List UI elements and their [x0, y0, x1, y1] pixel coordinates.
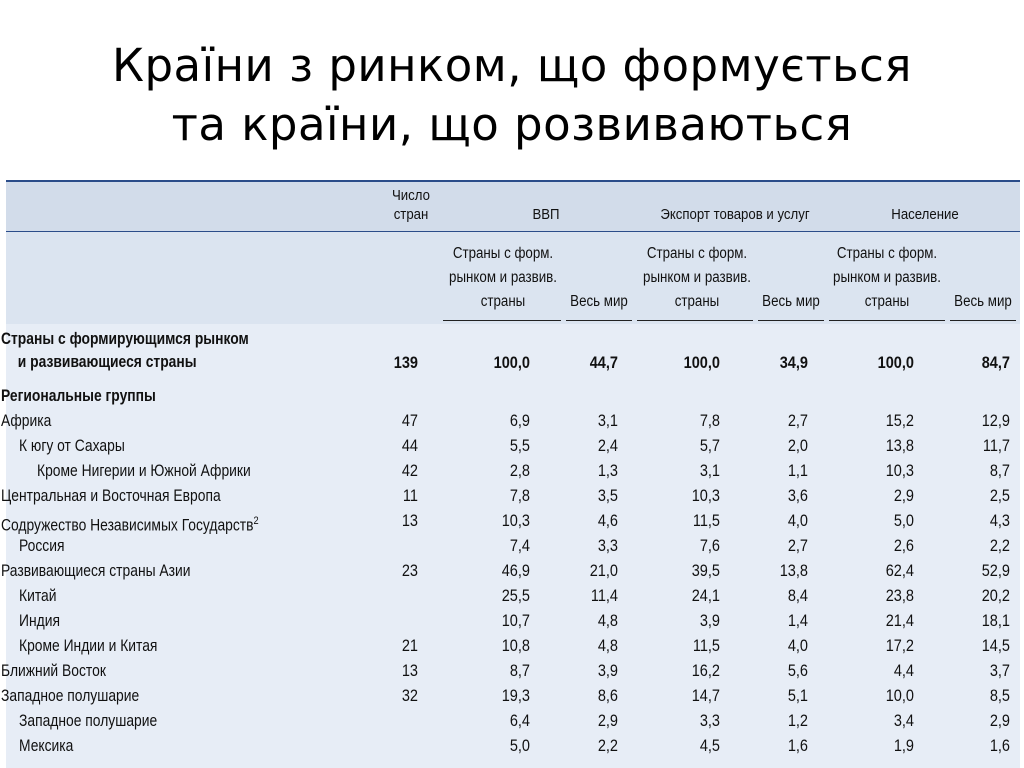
- cell-population-world: 52,9: [981, 562, 1010, 580]
- cell-gdp-world: 3,9: [597, 662, 618, 680]
- cell-exports-world: 2,0: [787, 437, 808, 455]
- cell-exports-emerging: 3,3: [699, 712, 720, 730]
- row-label: Африка: [1, 412, 52, 430]
- cell-exports-world: 13,8: [779, 562, 808, 580]
- slide-title-line-2: та країни, що розвиваються: [171, 98, 853, 151]
- cell-count: 21: [401, 637, 418, 655]
- cell-gdp-world: 3,3: [597, 537, 618, 555]
- cell-population-emerging: 10,0: [885, 687, 914, 705]
- table-row: [0, 584, 1024, 609]
- cell-gdp-emerging: 10,8: [501, 637, 530, 655]
- cell-count: 13: [401, 662, 418, 680]
- header-exports: Экспорт товаров и услуг: [660, 206, 810, 223]
- cell-count: 47: [401, 412, 418, 430]
- slide-title-line-1: Країни з ринком, що формується: [112, 39, 912, 92]
- cell-count: 139: [393, 354, 418, 372]
- header-rule: [829, 320, 945, 321]
- cell-gdp-emerging: 5,0: [509, 737, 530, 755]
- header-gdp: ВВП: [532, 206, 560, 223]
- table-row: [0, 409, 1024, 434]
- row-label: Западное полушарие: [1, 687, 140, 705]
- section-title: Региональные группы: [1, 387, 156, 405]
- cell-gdp-emerging: 46,9: [501, 562, 530, 580]
- cell-count: 11: [402, 487, 418, 505]
- cell-count: 42: [401, 462, 418, 480]
- subheader-gdp-world: Весь мир: [570, 293, 628, 310]
- subheader-exports-emerging: Страны с форм. рынком и развив. страны: [643, 245, 751, 310]
- cell-gdp-world: 3,5: [597, 487, 618, 505]
- cell-exports-emerging: 4,5: [699, 737, 720, 755]
- cell-exports-emerging: 7,6: [699, 537, 720, 555]
- row-label: Мексика: [19, 737, 74, 755]
- cell-population-emerging: 15,2: [885, 412, 914, 430]
- subheader-population-world: Весь мир: [954, 293, 1012, 310]
- cell-gdp-world: 21,0: [589, 562, 618, 580]
- cell-gdp-world: 2,9: [597, 712, 618, 730]
- table-row: [0, 684, 1024, 709]
- cell-exports-emerging: 5,7: [699, 437, 720, 455]
- table-row: [0, 434, 1024, 459]
- cell-gdp-world: 2,4: [597, 437, 618, 455]
- footnote-marker: 2: [253, 515, 259, 527]
- cell-population-world: 8,5: [989, 687, 1010, 705]
- cell-gdp-world: 4,6: [597, 512, 618, 530]
- header-rule: [758, 320, 824, 321]
- cell-gdp-emerging: 19,3: [501, 687, 530, 705]
- cell-population-world: 11,7: [982, 437, 1010, 455]
- slide-title: [0, 36, 1024, 154]
- cell-gdp-emerging: 2,8: [509, 462, 530, 480]
- cell-exports-emerging: 7,8: [699, 412, 720, 430]
- header-rule: [566, 320, 632, 321]
- cell-population-world: 4,3: [989, 512, 1010, 530]
- cell-gdp-emerging: 7,4: [509, 537, 530, 555]
- cell-exports-emerging: 14,7: [691, 687, 720, 705]
- table-row-summary: [0, 328, 1024, 378]
- row-label: Россия: [19, 537, 65, 555]
- table-row: [0, 459, 1024, 484]
- cell-population-emerging: 21,4: [885, 612, 914, 630]
- row-label: К югу от Сахары: [19, 437, 125, 455]
- table-row: [0, 634, 1024, 659]
- row-label: Содружество Независимых Государств$^2$: [1, 515, 259, 535]
- table-row: [0, 534, 1024, 559]
- row-label: Западное полушарие: [19, 712, 158, 730]
- cell-population-emerging: 23,8: [885, 587, 914, 605]
- section-title-row: [0, 384, 1024, 409]
- cell-population-emerging: 3,4: [893, 712, 914, 730]
- cell-population-world: 8,7: [989, 462, 1010, 480]
- cell-exports-emerging: 11,5: [692, 637, 720, 655]
- cell-exports-world: 5,6: [787, 662, 808, 680]
- cell-population-world: 2,2: [989, 537, 1010, 555]
- cell-exports-world: 1,4: [787, 612, 808, 630]
- cell-population-world: 18,1: [981, 612, 1010, 630]
- cell-population-emerging: 4,4: [893, 662, 914, 680]
- cell-gdp-emerging: 6,9: [509, 412, 530, 430]
- header-country-count: Число стран: [392, 187, 430, 223]
- cell-gdp-world: 8,6: [597, 687, 618, 705]
- table-row: [0, 709, 1024, 734]
- cell-gdp-world: 1,3: [597, 462, 618, 480]
- cell-population-world: 20,2: [981, 587, 1010, 605]
- cell-population-emerging: 100,0: [877, 354, 914, 372]
- cell-exports-world: 34,9: [779, 354, 808, 372]
- cell-population-emerging: 2,6: [893, 537, 914, 555]
- row-label: Индия: [19, 612, 60, 630]
- cell-exports-emerging: 3,9: [699, 612, 720, 630]
- cell-population-world: 14,5: [981, 637, 1010, 655]
- cell-exports-world: 4,0: [787, 512, 808, 530]
- header-rule: [950, 320, 1016, 321]
- cell-gdp-emerging: 25,5: [501, 587, 530, 605]
- cell-exports-world: 1,2: [787, 712, 808, 730]
- cell-gdp-world: 11,4: [590, 587, 618, 605]
- cell-exports-emerging: 11,5: [692, 512, 720, 530]
- cell-exports-world: 2,7: [787, 537, 808, 555]
- cell-gdp-emerging: 6,4: [509, 712, 530, 730]
- cell-exports-world: 3,6: [787, 487, 808, 505]
- cell-exports-world: 8,4: [787, 587, 808, 605]
- subheader-gdp-emerging: Страны с форм. рынком и развив. страны: [449, 245, 557, 310]
- cell-population-emerging: 2,9: [893, 487, 914, 505]
- row-label: Страны с формирующимся рынком и развивающиеся страны: [1, 330, 249, 371]
- cell-exports-emerging: 16,2: [691, 662, 720, 680]
- cell-population-world: 84,7: [981, 354, 1010, 372]
- cell-gdp-world: 3,1: [597, 412, 618, 430]
- cell-gdp-emerging: 5,5: [509, 437, 530, 455]
- table-row: [0, 609, 1024, 634]
- cell-exports-emerging: 24,1: [691, 587, 720, 605]
- cell-population-world: 2,5: [989, 487, 1010, 505]
- cell-gdp-emerging: 8,7: [509, 662, 530, 680]
- cell-count: 23: [401, 562, 418, 580]
- cell-count: 44: [401, 437, 418, 455]
- cell-exports-emerging: 100,0: [683, 354, 720, 372]
- cell-exports-world: 1,1: [787, 462, 808, 480]
- cell-gdp-emerging: 10,7: [501, 612, 530, 630]
- table-row: [0, 734, 1024, 759]
- cell-population-emerging: 62,4: [885, 562, 914, 580]
- table-row: [0, 484, 1024, 509]
- cell-gdp-world: 2,2: [597, 737, 618, 755]
- cell-gdp-world: 4,8: [597, 612, 618, 630]
- cell-gdp-emerging: 100,0: [493, 354, 530, 372]
- header-rule: [443, 320, 561, 321]
- subheader-exports-world: Весь мир: [762, 293, 820, 310]
- cell-population-world: 1,6: [989, 737, 1010, 755]
- cell-population-emerging: 5,0: [893, 512, 914, 530]
- cell-population-world: 2,9: [989, 712, 1010, 730]
- cell-population-emerging: 10,3: [885, 462, 914, 480]
- cell-exports-emerging: 39,5: [691, 562, 720, 580]
- cell-population-emerging: 1,9: [893, 737, 914, 755]
- cell-gdp-world: 44,7: [589, 354, 618, 372]
- table-row: [0, 559, 1024, 584]
- cell-exports-world: 1,6: [787, 737, 808, 755]
- cell-exports-world: 2,7: [787, 412, 808, 430]
- row-label: Центральная и Восточная Европа: [1, 487, 221, 505]
- row-label: Ближний Восток: [1, 662, 106, 680]
- cell-gdp-world: 4,8: [597, 637, 618, 655]
- row-label: Кроме Индии и Китая: [19, 637, 158, 655]
- cell-gdp-emerging: 7,8: [509, 487, 530, 505]
- row-label: Развивающиеся страны Азии: [1, 562, 191, 580]
- cell-gdp-emerging: 10,3: [501, 512, 530, 530]
- cell-count: 13: [401, 512, 418, 530]
- cell-population-world: 12,9: [981, 412, 1010, 430]
- header-population: Население: [891, 206, 959, 223]
- table-row: [0, 509, 1024, 534]
- header-rule: [637, 320, 753, 321]
- subheader-population-emerging: Страны с форм. рынком и развив. страны: [833, 245, 941, 310]
- cell-exports-emerging: 10,3: [691, 487, 720, 505]
- row-label: Кроме Нигерии и Южной Африки: [37, 462, 251, 480]
- cell-population-emerging: 13,8: [885, 437, 914, 455]
- cell-population-emerging: 17,2: [885, 637, 914, 655]
- cell-count: 32: [401, 687, 418, 705]
- row-label: Китай: [19, 587, 57, 605]
- cell-exports-world: 5,1: [787, 687, 808, 705]
- table-row: [0, 659, 1024, 684]
- cell-exports-world: 4,0: [787, 637, 808, 655]
- cell-exports-emerging: 3,1: [699, 462, 720, 480]
- cell-population-world: 3,7: [989, 662, 1010, 680]
